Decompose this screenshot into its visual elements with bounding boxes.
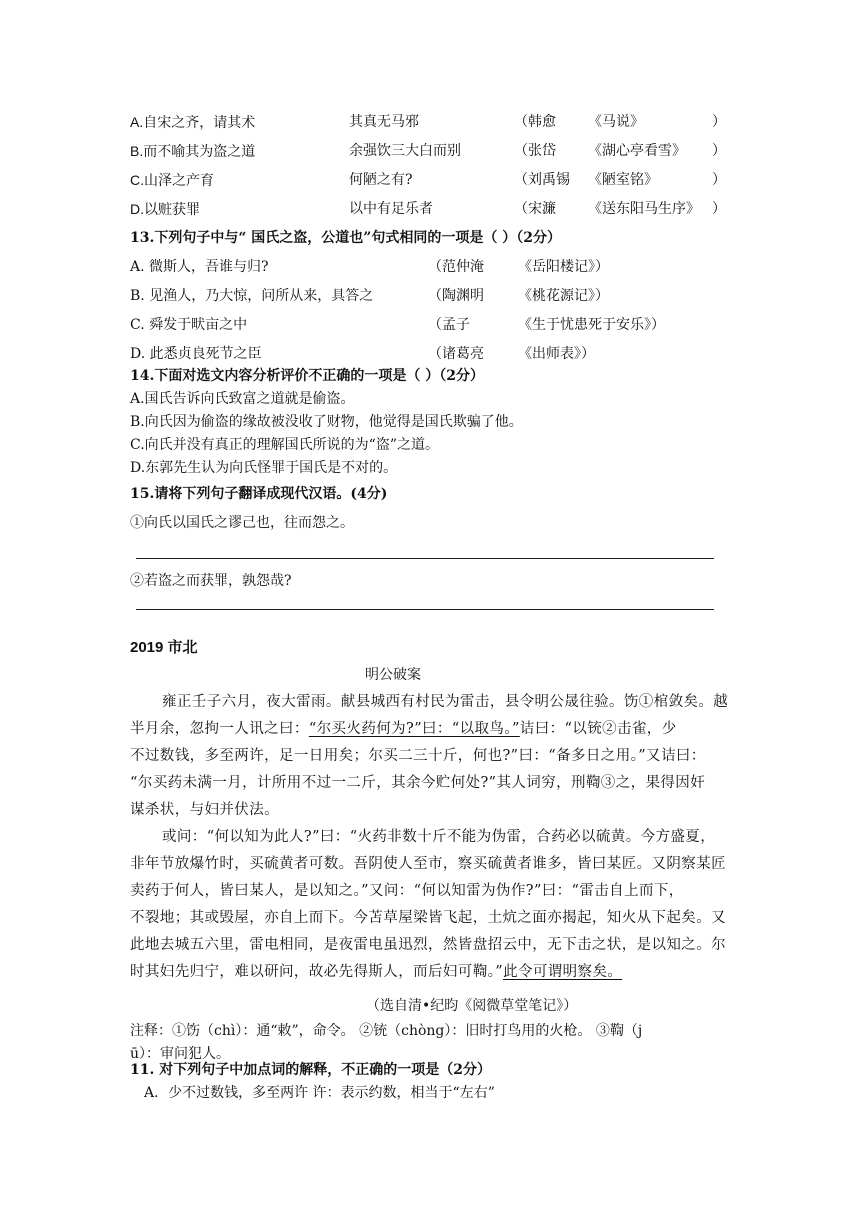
section-heading: 2019 市北	[130, 639, 198, 656]
answer-line-1	[136, 558, 714, 559]
notes-line-2: ū）：审问犯人。	[130, 1046, 231, 1062]
article-source: （选自清•纪昀《阅微草堂笔记》）	[366, 998, 578, 1014]
q14-option-b: B.向氏因为偷盗的缘故被没收了财物，他觉得是国氏欺骗了他。	[130, 414, 523, 430]
underlined-dialogue: “尔买火药何为?”曰：“以取鸟。”	[308, 721, 520, 737]
q11-option-a: A．少不过数钱，多至两许 许：表示约数，相当于“左右”	[144, 1085, 495, 1101]
q15-title: 15.请将下列句子翻译成现代汉语。(4分)	[130, 486, 388, 502]
q14-title: 14.下面对选文内容分析评价不正确的一项是（ ）（2分）	[130, 368, 484, 384]
q15-sentence-1: ①向氏以国氏之谬己也，往而怨之。	[130, 515, 354, 531]
q14-option-a: A.国氏告诉向氏致富之道就是偷盗。	[130, 391, 355, 407]
q14-option-c: C.向氏并没有真正的理解国氏所说的为“盗”之道。	[130, 437, 439, 453]
q14-option-d: D.东郭先生认为向氏怪罪于国氏是不对的。	[130, 460, 398, 476]
q11-title: 11. 对下列句子中加点词的解释，不正确的一项是（2分）	[130, 1062, 491, 1078]
notes-line-1: 注释：①饬（chì）：通“敕”，命令。 ②铳（chòng）：旧时打鸟用的火枪。 ③鞫（j	[130, 1023, 643, 1039]
article-title: 明公破案	[365, 667, 421, 683]
q13-title: 13.下列句子中与“ 国氏之盗，公道也”句式相同的一项是（ ）（2分）	[130, 230, 561, 246]
answer-line-2	[136, 609, 714, 610]
q15-sentence-2: ②若盗之而获罪，孰怨哉?	[130, 573, 292, 589]
underlined-sentence: 此令可谓明察矣。	[503, 964, 623, 980]
